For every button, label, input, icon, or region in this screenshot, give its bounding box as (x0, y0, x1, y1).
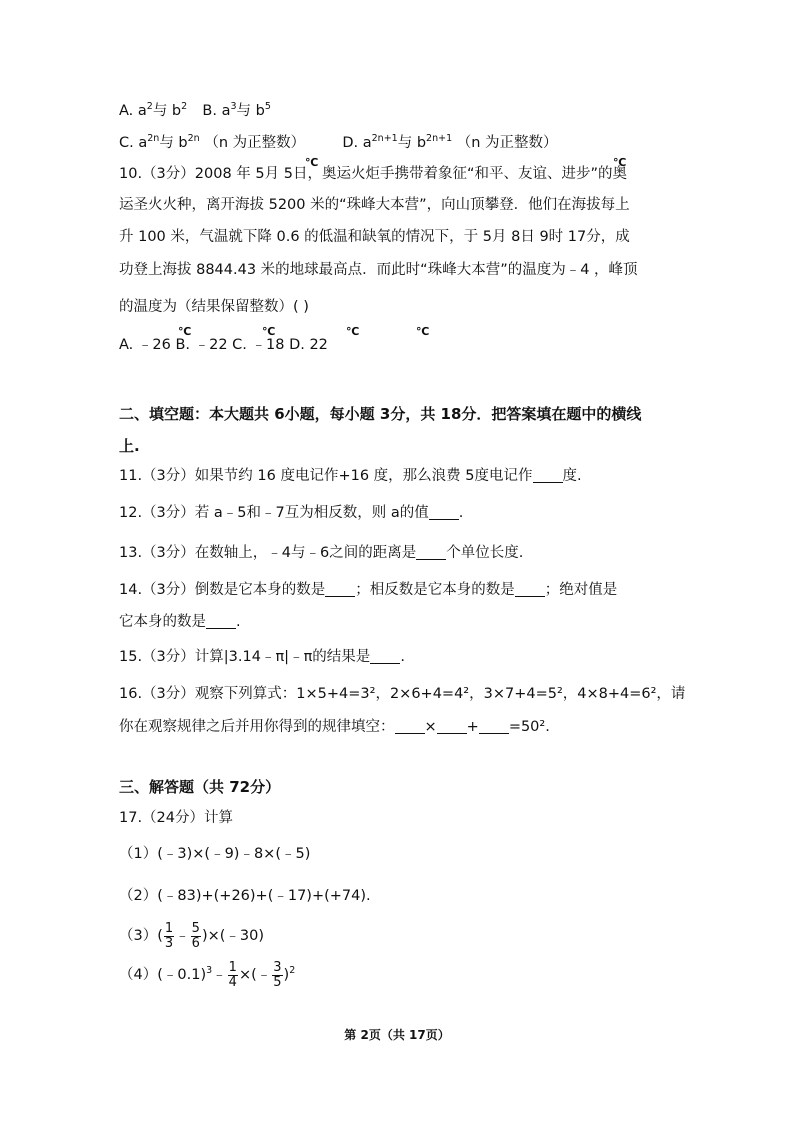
q13: 13.（3分）在数轴上，﹣4与﹣6之间的距离是 个单位长度. (119, 545, 524, 561)
answer-blank (479, 718, 509, 734)
q11: 11.（3分）如果节约 16 度电记作+16 度，那么浪费 5度电记作 度. (119, 468, 582, 484)
q14-line1: 14.（3分）倒数是它本身的数是 ；相反数是它本身的数是 ；绝对值是 (119, 582, 618, 598)
q10-line4: 功登上海拔 8844.43 米的地球最高点．而此时“珠峰大本营”的温度为﹣4 ，峰顶 (119, 262, 638, 278)
q16-line2: 你在观察规律之后并用你得到的规律填空： × + =50². (119, 719, 550, 735)
answer-blank (206, 613, 236, 629)
q17-part2: （2）(﹣83)+(+26)+(﹣17)+(+74). (119, 888, 371, 904)
page-footer: 第 2页（共 17页） (344, 1028, 450, 1042)
q10-options: A. ﹣26 B. ﹣22 C. ﹣18 D. 22 (119, 337, 328, 353)
degree-symbol: ℃ (262, 325, 276, 338)
q10-line5: 的温度为（结果保留整数）( ) (119, 299, 309, 315)
q10-line3: 升 100 米，气温就下降 0.6 的低温和缺氧的情况下，于 5月 8日 9时 17分，成 (119, 229, 630, 245)
answer-blank (429, 504, 459, 520)
fraction: $\frac{1}{4}$ (228, 959, 237, 990)
fraction: $\frac{1}{3}$ (164, 920, 174, 951)
q17-part3: （3）( $\frac{1}{3}$ ﹣ $\frac{5}{6}$ )×(﹣30) (119, 920, 265, 951)
answer-blank (533, 467, 563, 483)
section-heading: 上. (119, 437, 140, 455)
q10-line1: 10.（3分）2008 年 5月 5日，奥运火炬手携带着象征“和平、友谊、进步”的奥 (119, 166, 627, 182)
answer-blank (416, 544, 446, 560)
fraction: $\frac{5}{6}$ (191, 920, 200, 951)
q14-line2: 它本身的数是 . (119, 614, 241, 630)
answer-blank (437, 718, 467, 734)
fraction: $\frac{3}{5}$ (273, 959, 282, 990)
degree-symbol: ℃ (305, 156, 319, 169)
q9-options-cd: C. $a^{2n}$与 $b^{2n}$ （n 为正整数） D. $a^{2n+1}$与 $b^{2n+1}$ （n 为正整数） (119, 133, 558, 151)
q15: 15.（3分）计算|3.14﹣π|﹣π的结果是 . (119, 649, 405, 665)
section-heading: 三、解答题（共 72分） (119, 778, 281, 796)
q17-part4: （4）(﹣0.1)$^3$﹣ $\frac{1}{4}$ ×(﹣ $\frac{3}{5}$ )$^2$ (119, 959, 296, 990)
degree-symbol: ℃ (416, 325, 430, 338)
degree-symbol: ℃ (613, 156, 627, 169)
q17-title: 17.（24分）计算 (119, 810, 234, 826)
answer-blank (395, 718, 425, 734)
answer-blank (515, 581, 545, 597)
q9-options-ab: A. $a^2$与 $b^2$ B. $a^3$与 $b^5$ (119, 101, 271, 119)
q12: 12.（3分）若 a﹣5和﹣7互为相反数，则 a的值 . (119, 505, 464, 521)
degree-symbol: ℃ (346, 325, 360, 338)
answer-blank (370, 648, 400, 664)
q10-line2: 运圣火火种，离开海拔 5200 米的“珠峰大本营”，向山顶攀登．他们在海拔每上 (119, 197, 630, 213)
q16-line1: 16.（3分）观察下列算式：1×5+4=3²，2×6+4=4²，3×7+4=5²，4×8+4=6²，请 (119, 686, 686, 702)
q17-part1: （1）(﹣3)×(﹣9)﹣8×(﹣5) (119, 846, 311, 862)
section-heading: 二、填空题：本大题共 6小题，每小题 3分，共 18分．把答案填在题中的横线 (119, 405, 642, 423)
answer-blank (325, 581, 355, 597)
degree-symbol: ℃ (178, 325, 192, 338)
